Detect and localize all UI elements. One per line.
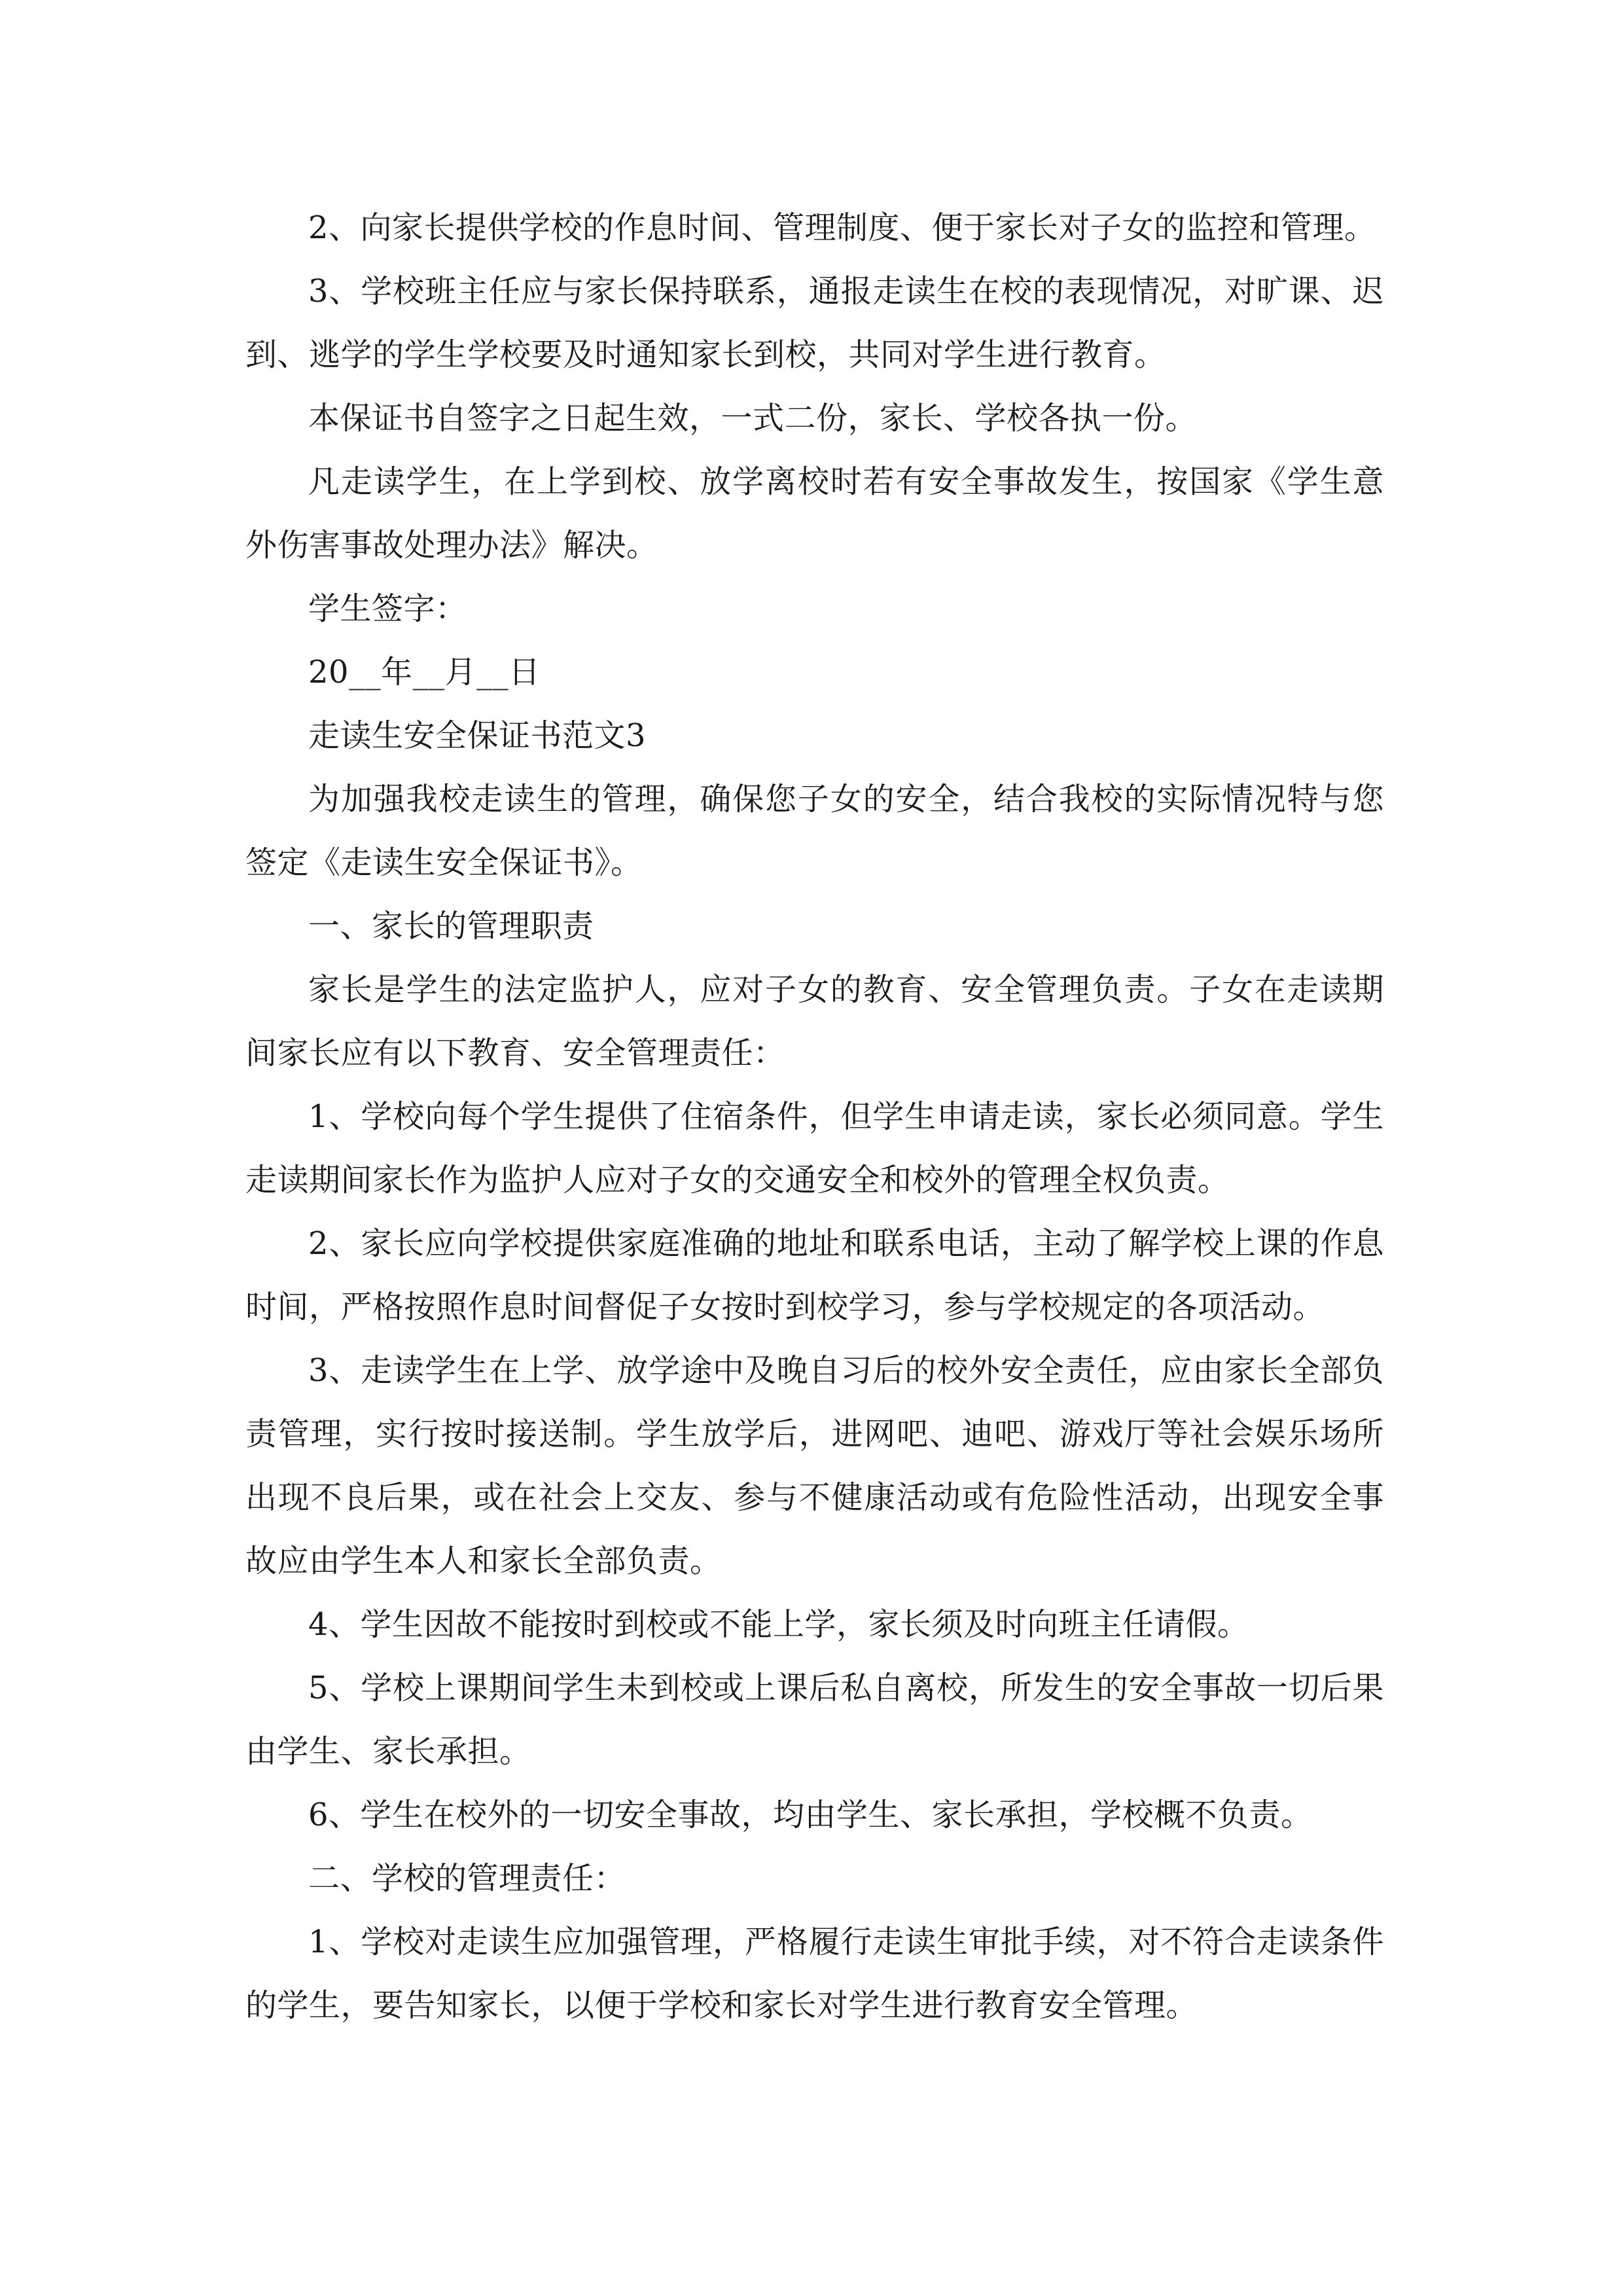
heading-parent-duties: 一、家长的管理职责 [308,908,594,944]
section-title-sample-3: 走读生安全保证书范文3 [308,717,647,754]
parent-duty-item-6: 6、学生在校外的一切安全事故，均由学生、家长承担，学校概不负责。 [308,1797,1313,1833]
paragraph-provide-schedule: 2、向家长提供学校的作息时间、管理制度、便于家长对子女的监控和管理。 [308,209,1376,246]
student-signature-label: 学生签字： [308,590,467,627]
heading-school-duties: 二、学校的管理责任： [308,1860,626,1897]
date-line: 20__年__月__日 [308,654,541,691]
paragraph-effective-date: 本保证书自签字之日起生效，一式二份，家长、学校各执一份。 [308,400,1198,437]
document-body [245,196,1384,2037]
parent-duty-item-4: 4、学生因故不能按时到校或不能上学，家长须及时向班主任请假。 [308,1606,1249,1643]
parent-duty-item-3: 3、走读学生在上学、放学途中及晚自习后的校外安全责任，应由家长全部负责管理，实行按时接送制。学生放学后，进网吧、迪吧、游戏厅等社会娱乐场所出现不良后果，或在社会上交友、参与不健康活动或有危险性活动，出现安全事故应由学生本人和家长全部负责。 [245,1352,1384,1579]
school-duty-item-1: 1、学校对走读生应加强管理，严格履行走读生审批手续，对不符合走读条件的学生，要告知家长，以便于学校和家长对学生进行教育安全管理。 [245,1924,1384,2024]
parent-duty-item-1: 1、学校向每个学生提供了住宿条件，但学生申请走读，家长必须同意。学生走读期间家长作为监护人应对子女的交通安全和校外的管理全权负责。 [245,1098,1384,1198]
paragraph-teacher-contact: 3、学校班主任应与家长保持联系，通报走读生在校的表现情况，对旷课、迟到、逃学的学生学校要及时通知家长到校，共同对学生进行教育。 [245,273,1384,373]
paragraph-introduction: 为加强我校走读生的管理，确保您子女的安全，结合我校的实际情况特与您签定《走读生安全保证书》。 [245,781,1384,881]
paragraph-parent-guardian: 家长是学生的法定监护人，应对子女的教育、安全管理负责。子女在走读期间家长应有以下教育、安全管理责任： [245,971,1384,1071]
paragraph-accident-handling: 凡走读学生，在上学到校、放学离校时若有安全事故发生，按国家《学生意外伤害事故处理办法》解决。 [245,463,1384,564]
parent-duty-item-5: 5、学校上课期间学生未到校或上课后私自离校，所发生的安全事故一切后果由学生、家长承担。 [245,1670,1384,1770]
parent-duty-item-2: 2、家长应向学校提供家庭准确的地址和联系电话，主动了解学校上课的作息时间，严格按照作息时间督促子女按时到校学习，参与学校规定的各项活动。 [245,1225,1384,1325]
